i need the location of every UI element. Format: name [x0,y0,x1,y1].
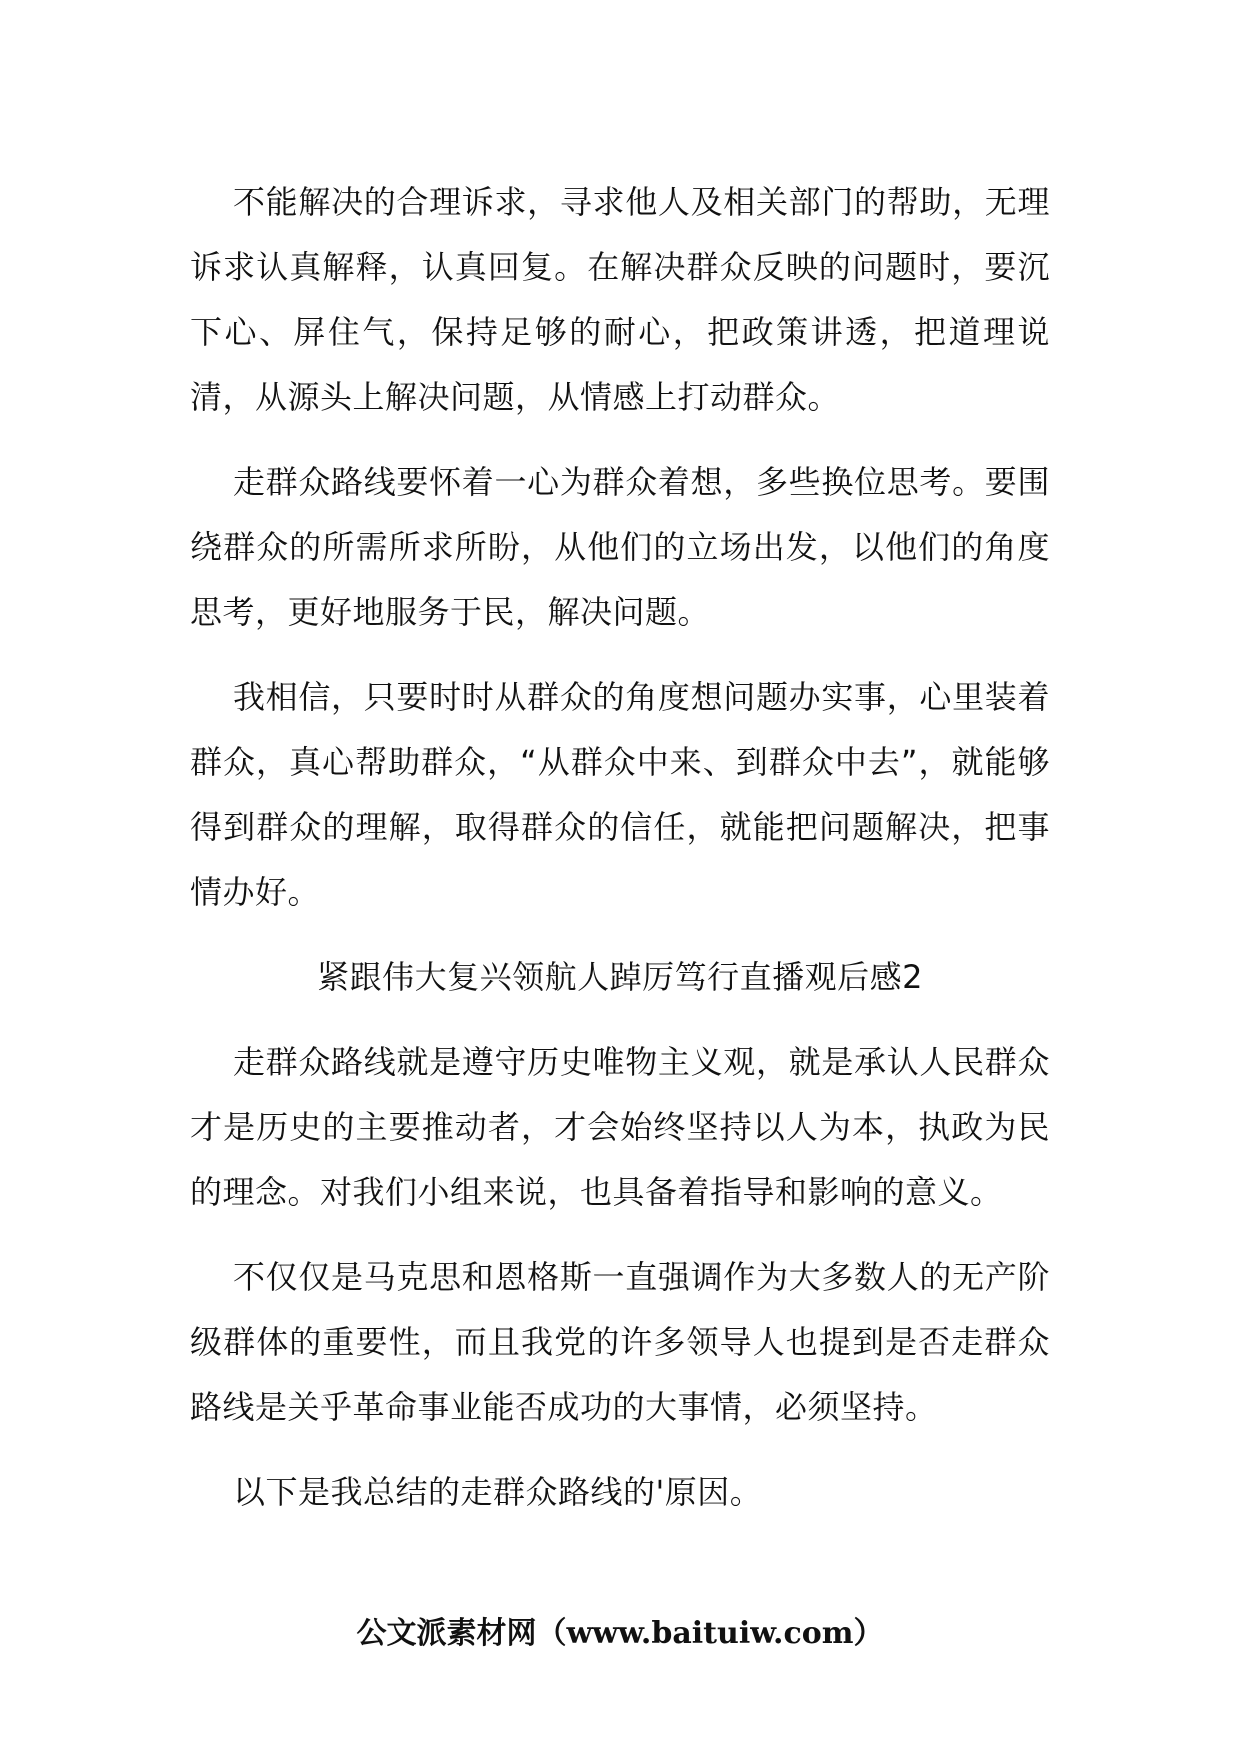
paragraph: 不仅仅是马克思和恩格斯一直强调作为大多数人的无产阶级群体的重要性，而且我党的许多领导人也提到是否走群众路线是关乎革命事业能否成功的大事情，必须坚持。 [190,1258,1050,1426]
footer-watermark-text: 公文派素材网（www.baituiw.com） [356,1616,884,1651]
paragraph: 以下是我总结的走群众路线的'原因。 [233,1473,763,1511]
document-body [190,170,1050,1525]
paragraph: 走群众路线要怀着一心为群众着想，多些换位思考。要围绕群众的所需所求所盼，从他们的立场出发，以他们的角度思考，更好地服务于民，解决问题。 [190,463,1050,631]
section-heading: 紧跟伟大复兴领航人踔厉笃行直播观后感2 [317,958,923,996]
paragraph: 我相信，只要时时从群众的角度想问题办实事，心里装着群众，真心帮助群众，“从群众中来、到群众中去”，就能够得到群众的理解，取得群众的信任，就能把问题解决，把事情办好。 [190,678,1050,911]
paragraph: 走群众路线就是遵守历史唯物主义观，就是承认人民群众才是历史的主要推动者，才会始终坚持以人为本，执政为民的理念。对我们小组来说，也具备着指导和影响的意义。 [190,1043,1050,1211]
paragraph: 不能解决的合理诉求，寻求他人及相关部门的帮助，无理诉求认真解释，认真回复。在解决群众反映的问题时，要沉下心、屏住气，保持足够的耐心，把政策讲透，把道理说清，从源头上解决问题，从情感上打动群众。 [190,183,1050,416]
